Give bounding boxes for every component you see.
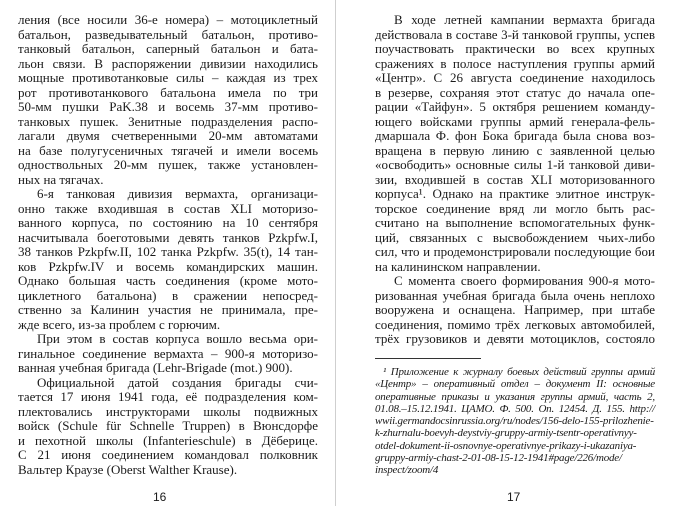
text-line: плектовались инструкторами школы подвижных: [18, 403, 318, 419]
text-line: ризованная учебная бригада была очень неплохо: [375, 287, 655, 303]
body-text: [18, 13, 318, 477]
text-line: войск (Schule für Schnelle Truppen) в Вюнсдорфе: [18, 418, 318, 433]
text-line: ных на тягачах.: [18, 171, 104, 187]
text-line: При этом в состав корпуса вошло весьма ори-: [37, 331, 318, 346]
paragraph: [18, 13, 318, 187]
text-line: и пехотной школы (Infanterieschule) в Дёберице.: [18, 432, 318, 448]
text-line: онно также входившая в состав XLI моторизо-: [18, 200, 318, 216]
text-line: 6-я танковая дивизия вермахта, организаци-: [37, 186, 318, 201]
text-line: мощные противотанковые силы – каждая из трех: [18, 70, 318, 85]
text-line: «Центр». С 26 августа соединение находилось: [375, 70, 655, 85]
footnote-divider: [375, 358, 481, 359]
text-line: батальон, разведывательный батальон, противо-: [18, 26, 318, 42]
footnote-line: оперативные приказы и указания группы армий, часть 2,: [375, 390, 655, 403]
footnote-line: k-zhurnalu-boevyh-deystviy-gruppy-armiy-tsentr-operativnyy-: [375, 427, 637, 440]
text-line: тается 17 июня 1941 года, её подразделения ком-: [18, 389, 318, 404]
text-line: вращена в первую линию с заявленной целью: [375, 142, 655, 158]
text-line: одноствольных 20-мм пушек, также установлен-: [18, 157, 318, 172]
text-line: В ходе летней кампании вермахта бригада: [394, 12, 655, 27]
right-page: [336, 0, 674, 506]
text-line: ления (все носили 36-е номера) – мотоциклетный: [18, 12, 318, 27]
text-line: ственно за Калинин участия не принимала, пре-: [18, 302, 318, 317]
paragraph: [375, 274, 655, 347]
text-line: торское соединение вряд ли могло быть рас-: [375, 200, 655, 216]
footnote-line: gruppy-armiy-chast-2-01-08-15-12-1941#page/226/mode/: [375, 452, 622, 465]
text-line: сражениях в полосе наступления группы армий: [375, 55, 655, 71]
text-line: циклетного батальона) в сражении непосред-: [18, 287, 318, 303]
text-line: танковый батальон, саперный батальон и бата-: [18, 41, 318, 56]
paragraph: [18, 376, 318, 478]
text-line: на базе полугусеничных тягачей и имели восемь: [18, 142, 318, 158]
text-line: насчитывала боеготовыми девять танков Pzkpfw.I,: [18, 229, 318, 245]
text-line: действовала в составе 3-й танковой группы, успев: [375, 26, 655, 42]
footnote-line: wwii.germandocsinrussia.org/ru/nodes/156-delo-155-prilozhenie-: [375, 415, 654, 428]
text-line: считано на выполнение вспомогательных функ-: [375, 215, 655, 230]
paragraph: [18, 187, 318, 332]
footnote: [375, 366, 655, 477]
footnote-line: otdel-dokument-ii-osnovnye-operativnye-prikazy-i-ukazaniya-: [375, 439, 637, 452]
text-line: ванная учебная бригада (Lehr-Brigade (mot.) 900).: [18, 360, 293, 375]
text-line: корпуса¹. Однако на практике элитное инструк-: [375, 186, 655, 201]
text-line: льон связи. В распоряжении дивизии находились: [18, 55, 318, 71]
text-line: Вальтер Краузе (Oberst Walther Krause).: [18, 461, 238, 477]
text-line: сил, что и продемонстрировали последующие бои: [375, 244, 655, 259]
body-text: [375, 13, 655, 347]
text-line: Официальной датой создания бригады счи-: [37, 374, 318, 390]
text-line: 38 танков Pzkpfw.II, 102 танка Pzkpfw. 35(t), 14 тан-: [18, 244, 318, 259]
footnote-line: 01.08.–15.12.1941. ЦАМО. Ф. 500. Оп. 12454. Д. 155. http://: [375, 402, 655, 415]
footnote-line: ¹ Приложение к журналу боевых действий группы армий: [383, 366, 655, 378]
text-line: дмаршала Ф. фон Бока бригада была снова воз-: [375, 128, 655, 143]
text-line: соединения, помимо трёх легковых автомобилей,: [375, 316, 655, 332]
footnote-line: inspect/zoom/4: [375, 464, 439, 477]
text-line: «освободить» основные силы 1-й танковой диви-: [375, 157, 655, 172]
text-line: жде всего, из-за проблем с горючим.: [18, 316, 221, 332]
text-line: рации «Тайфун». 5 октября решением команду-: [375, 99, 655, 114]
text-line: в резерве, сохраняя этот статус до начала опе-: [375, 84, 655, 100]
text-line: зии, входившей в состав XLI моторизованного: [375, 171, 655, 187]
text-line: гинальное соединение вермахта – 900-я моторизо-: [18, 345, 318, 361]
text-line: ванного корпуса, по состоянию на 10 сентября: [18, 215, 318, 230]
text-line: на калининском направлении.: [375, 258, 541, 274]
text-line: С 21 июня соединением командовал полковник: [18, 447, 318, 462]
page-number: 17: [507, 490, 521, 504]
paragraph: [375, 13, 655, 274]
paragraph: [18, 332, 318, 376]
text-line: ющего войсками группы армий генерала-фель-: [375, 113, 655, 129]
text-line: трёх грузовиков и девяти мотоциклов, состояло: [375, 331, 655, 346]
text-line: рот противотанкового батальона имела по три: [18, 84, 318, 100]
text-line: ков Pzkpfw.IV и восемь командирских машин.: [18, 258, 318, 274]
footnote-line: «Центр» – оперативный отдел – документ II: основные: [375, 378, 655, 391]
text-line: танковых пушек. Зенитные подразделения распо-: [18, 113, 318, 129]
page-number: 16: [153, 490, 167, 504]
text-line: Однако большая часть соединения (кроме мото-: [18, 273, 318, 288]
text-line: поучаствовать практически во всех крупных: [375, 41, 655, 56]
text-line: вооружена и оснащена. Например, при штабе: [375, 302, 655, 317]
left-page: [0, 0, 336, 506]
text-line: лагали двумя счетверенными 20-мм автоматами: [18, 128, 318, 143]
text-line: ций, связанных с высвобождением чьих-либо: [375, 229, 655, 245]
text-line: С момента своего формирования 900-я мото-: [394, 273, 655, 288]
text-line: 50-мм пушки PaK.38 и восемь 37-мм противо-: [18, 99, 318, 114]
